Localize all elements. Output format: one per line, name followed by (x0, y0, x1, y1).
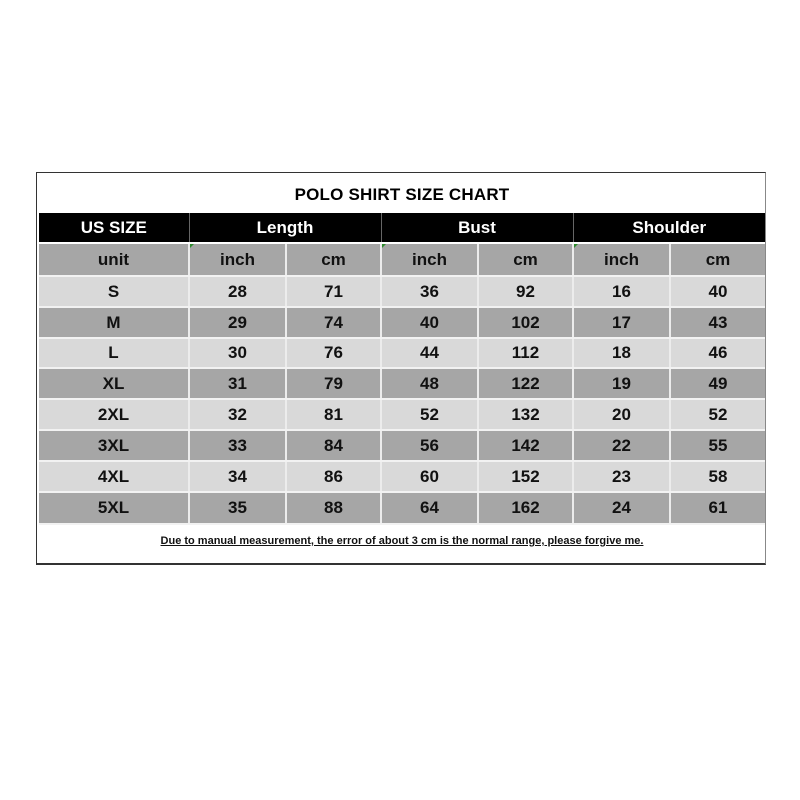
unit-length-cm: cm (286, 243, 381, 276)
length-cm-cell: 74 (286, 307, 381, 338)
table-row (39, 338, 765, 368)
header-bust: Bust (381, 213, 573, 243)
chart-title: POLO SHIRT SIZE CHART (294, 185, 510, 204)
header-length: Length (189, 213, 381, 243)
bust-cm-cell: 92 (478, 276, 573, 307)
length-cm-cell: 81 (286, 399, 381, 430)
corner-mark-icon (382, 244, 386, 248)
length-inch-cell: 33 (189, 430, 286, 461)
bust-inch-cell: 56 (381, 430, 478, 461)
bust-cm-cell: 122 (478, 368, 573, 399)
shoulder-inch-cell: 20 (573, 399, 670, 430)
bust-cm-cell: 132 (478, 399, 573, 430)
length-inch-cell: 31 (189, 368, 286, 399)
shoulder-inch-cell: 23 (573, 461, 670, 492)
bust-inch-cell: 40 (381, 307, 478, 338)
group-header-row (39, 213, 765, 243)
table-row (39, 276, 765, 307)
shoulder-cm-cell: 55 (670, 430, 765, 461)
size-cell: 5XL (39, 492, 189, 524)
table-row (39, 368, 765, 399)
size-cell: M (39, 307, 189, 338)
length-cm-cell: 86 (286, 461, 381, 492)
shoulder-cm-cell: 49 (670, 368, 765, 399)
unit-length-inch: inch (189, 243, 286, 276)
shoulder-inch-cell: 22 (573, 430, 670, 461)
length-cm-cell: 71 (286, 276, 381, 307)
shoulder-cm-cell: 46 (670, 338, 765, 368)
length-inch-cell: 29 (189, 307, 286, 338)
shoulder-cm-cell: 40 (670, 276, 765, 307)
bust-inch-cell: 64 (381, 492, 478, 524)
size-table (39, 213, 765, 525)
corner-mark-icon (190, 244, 194, 248)
size-cell: XL (39, 368, 189, 399)
unit-bust-cm: cm (478, 243, 573, 276)
unit-row (39, 243, 765, 276)
bust-cm-cell: 162 (478, 492, 573, 524)
size-chart (39, 173, 765, 547)
unit-bust-inch: inch (381, 243, 478, 276)
shoulder-cm-cell: 52 (670, 399, 765, 430)
size-cell: L (39, 338, 189, 368)
length-inch-cell: 35 (189, 492, 286, 524)
table-row (39, 461, 765, 492)
shoulder-inch-cell: 18 (573, 338, 670, 368)
bust-inch-cell: 60 (381, 461, 478, 492)
unit-shoulder-inch: inch (573, 243, 670, 276)
bust-cm-cell: 152 (478, 461, 573, 492)
length-cm-cell: 88 (286, 492, 381, 524)
size-cell: 3XL (39, 430, 189, 461)
length-inch-cell: 30 (189, 338, 286, 368)
table-row (39, 307, 765, 338)
bust-cm-cell: 142 (478, 430, 573, 461)
shoulder-cm-cell: 58 (670, 461, 765, 492)
size-cell: 4XL (39, 461, 189, 492)
header-shoulder: Shoulder (573, 213, 765, 243)
bust-cm-cell: 112 (478, 338, 573, 368)
bust-inch-cell: 48 (381, 368, 478, 399)
unit-label: unit (39, 243, 189, 276)
bust-cm-cell: 102 (478, 307, 573, 338)
shoulder-cm-cell: 61 (670, 492, 765, 524)
table-row (39, 492, 765, 524)
length-cm-cell: 79 (286, 368, 381, 399)
shoulder-inch-cell: 19 (573, 368, 670, 399)
length-inch-cell: 32 (189, 399, 286, 430)
length-inch-cell: 34 (189, 461, 286, 492)
table-row (39, 399, 765, 430)
length-inch-cell: 28 (189, 276, 286, 307)
length-cm-cell: 76 (286, 338, 381, 368)
corner-mark-icon (574, 244, 578, 248)
size-chart-frame (36, 172, 766, 565)
shoulder-inch-cell: 24 (573, 492, 670, 524)
table-row (39, 430, 765, 461)
shoulder-inch-cell: 16 (573, 276, 670, 307)
measurement-note: Due to manual measurement, the error of about 3 cm is the normal range, please forgive me. (160, 535, 644, 547)
shoulder-inch-cell: 17 (573, 307, 670, 338)
length-cm-cell: 84 (286, 430, 381, 461)
size-cell: S (39, 276, 189, 307)
bust-inch-cell: 44 (381, 338, 478, 368)
bust-inch-cell: 36 (381, 276, 478, 307)
shoulder-cm-cell: 43 (670, 307, 765, 338)
unit-shoulder-cm: cm (670, 243, 765, 276)
bust-inch-cell: 52 (381, 399, 478, 430)
header-us-size: US SIZE (39, 213, 189, 243)
size-cell: 2XL (39, 399, 189, 430)
